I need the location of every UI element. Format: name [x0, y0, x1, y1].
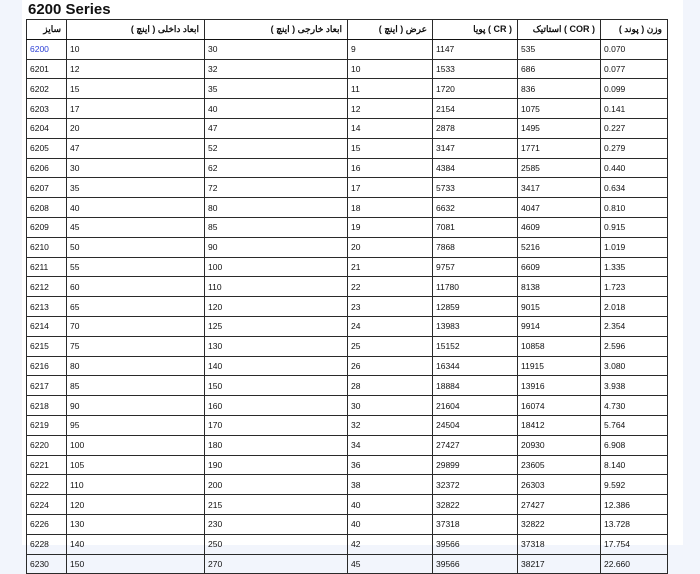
cell-width: 9: [348, 39, 433, 59]
cell-size: 6201: [27, 59, 67, 79]
cell-size: 6212: [27, 277, 67, 297]
cell-outer-diameter: 190: [205, 455, 348, 475]
cell-weight: 0.279: [601, 138, 668, 158]
table-row: [27, 118, 668, 138]
cell-outer-diameter: 125: [205, 316, 348, 336]
cell-dynamic-load-cr: 15152: [433, 336, 518, 356]
column-header-outer-diameter: ابعاد خارجی ( اینچ ): [205, 20, 348, 40]
cell-weight: 0.077: [601, 59, 668, 79]
cell-outer-diameter: 130: [205, 336, 348, 356]
cell-outer-diameter: 110: [205, 277, 348, 297]
table-row: [27, 297, 668, 317]
cell-inner-diameter: 40: [67, 198, 205, 218]
cell-static-load-cor: 9015: [518, 297, 601, 317]
table-row: [27, 356, 668, 376]
table-row: [27, 138, 668, 158]
cell-outer-diameter: 90: [205, 237, 348, 257]
table-row: [27, 336, 668, 356]
cell-static-load-cor: 8138: [518, 277, 601, 297]
cell-size: 6213: [27, 297, 67, 317]
table-row: [27, 277, 668, 297]
cell-dynamic-load-cr: 7081: [433, 217, 518, 237]
cell-inner-diameter: 150: [67, 554, 205, 574]
cell-width: 28: [348, 376, 433, 396]
cell-weight: 12.386: [601, 495, 668, 515]
cell-outer-diameter: 52: [205, 138, 348, 158]
cell-outer-diameter: 120: [205, 297, 348, 317]
cell-static-load-cor: 535: [518, 39, 601, 59]
cell-size: 6205: [27, 138, 67, 158]
cell-size: 6208: [27, 198, 67, 218]
cell-dynamic-load-cr: 2154: [433, 99, 518, 119]
cell-outer-diameter: 47: [205, 118, 348, 138]
cell-dynamic-load-cr: 11780: [433, 277, 518, 297]
cell-outer-diameter: 200: [205, 475, 348, 495]
cell-outer-diameter: 72: [205, 178, 348, 198]
cell-weight: 3.938: [601, 376, 668, 396]
cell-static-load-cor: 5216: [518, 237, 601, 257]
cell-weight: 0.099: [601, 79, 668, 99]
cell-inner-diameter: 12: [67, 59, 205, 79]
cell-static-load-cor: 32822: [518, 514, 601, 534]
table-row: [27, 455, 668, 475]
bearing-spec-table: [26, 19, 668, 574]
cell-size: 6207: [27, 178, 67, 198]
table-row: [27, 396, 668, 416]
table-row: [27, 534, 668, 554]
cell-inner-diameter: 70: [67, 316, 205, 336]
cell-size: 6221: [27, 455, 67, 475]
cell-weight: 9.592: [601, 475, 668, 495]
cell-width: 22: [348, 277, 433, 297]
cell-inner-diameter: 120: [67, 495, 205, 515]
cell-dynamic-load-cr: 5733: [433, 178, 518, 198]
column-header-dynamic-load-cr: پویا ( CR ): [433, 20, 518, 40]
table-row: [27, 99, 668, 119]
cell-static-load-cor: 13916: [518, 376, 601, 396]
cell-weight: 1.335: [601, 257, 668, 277]
cell-static-load-cor: 1771: [518, 138, 601, 158]
cell-static-load-cor: 3417: [518, 178, 601, 198]
cell-outer-diameter: 32: [205, 59, 348, 79]
cell-dynamic-load-cr: 37318: [433, 514, 518, 534]
cell-width: 11: [348, 79, 433, 99]
cell-inner-diameter: 10: [67, 39, 205, 59]
cell-weight: 0.915: [601, 217, 668, 237]
cell-dynamic-load-cr: 1533: [433, 59, 518, 79]
cell-dynamic-load-cr: 1147: [433, 39, 518, 59]
cell-weight: 6.908: [601, 435, 668, 455]
cell-inner-diameter: 110: [67, 475, 205, 495]
cell-size: 6204: [27, 118, 67, 138]
cell-static-load-cor: 836: [518, 79, 601, 99]
cell-dynamic-load-cr: 18884: [433, 376, 518, 396]
cell-static-load-cor: 16074: [518, 396, 601, 416]
cell-width: 17: [348, 178, 433, 198]
cell-static-load-cor: 4047: [518, 198, 601, 218]
cell-static-load-cor: 4609: [518, 217, 601, 237]
table-row: [27, 554, 668, 574]
cell-weight: 5.764: [601, 415, 668, 435]
cell-size: 6224: [27, 495, 67, 515]
cell-dynamic-load-cr: 24504: [433, 415, 518, 435]
cell-dynamic-load-cr: 32822: [433, 495, 518, 515]
cell-static-load-cor: 26303: [518, 475, 601, 495]
table-row: [27, 316, 668, 336]
cell-size: 6210: [27, 237, 67, 257]
cell-static-load-cor: 9914: [518, 316, 601, 336]
cell-outer-diameter: 35: [205, 79, 348, 99]
cell-weight: 8.140: [601, 455, 668, 475]
cell-width: 14: [348, 118, 433, 138]
cell-static-load-cor: 11915: [518, 356, 601, 376]
column-header-inner-diameter: ابعاد داخلی ( اینچ ): [67, 20, 205, 40]
cell-dynamic-load-cr: 4384: [433, 158, 518, 178]
cell-static-load-cor: 37318: [518, 534, 601, 554]
cell-weight: 0.141: [601, 99, 668, 119]
cell-static-load-cor: 10858: [518, 336, 601, 356]
cell-size: 6228: [27, 534, 67, 554]
cell-weight: 0.227: [601, 118, 668, 138]
cell-weight: 1.723: [601, 277, 668, 297]
cell-inner-diameter: 90: [67, 396, 205, 416]
cell-size: 6214: [27, 316, 67, 336]
cell-inner-diameter: 15: [67, 79, 205, 99]
cell-size: 6202: [27, 79, 67, 99]
cell-weight: 0.810: [601, 198, 668, 218]
cell-static-load-cor: 1495: [518, 118, 601, 138]
cell-inner-diameter: 105: [67, 455, 205, 475]
cell-dynamic-load-cr: 1720: [433, 79, 518, 99]
cell-inner-diameter: 47: [67, 138, 205, 158]
cell-width: 21: [348, 257, 433, 277]
cell-static-load-cor: 38217: [518, 554, 601, 574]
cell-size: 6219: [27, 415, 67, 435]
size-link[interactable]: 6200: [27, 39, 67, 59]
cell-dynamic-load-cr: 6632: [433, 198, 518, 218]
cell-static-load-cor: 20930: [518, 435, 601, 455]
table-header-row: [27, 20, 668, 40]
cell-size: 6215: [27, 336, 67, 356]
cell-width: 40: [348, 495, 433, 515]
cell-inner-diameter: 65: [67, 297, 205, 317]
table-row: [27, 257, 668, 277]
cell-dynamic-load-cr: 39566: [433, 534, 518, 554]
cell-size: 6230: [27, 554, 67, 574]
cell-width: 30: [348, 396, 433, 416]
table-row: [27, 475, 668, 495]
cell-width: 38: [348, 475, 433, 495]
cell-width: 34: [348, 435, 433, 455]
cell-dynamic-load-cr: 21604: [433, 396, 518, 416]
cell-width: 15: [348, 138, 433, 158]
cell-width: 45: [348, 554, 433, 574]
cell-inner-diameter: 80: [67, 356, 205, 376]
cell-inner-diameter: 30: [67, 158, 205, 178]
cell-weight: 3.080: [601, 356, 668, 376]
cell-weight: 13.728: [601, 514, 668, 534]
cell-static-load-cor: 27427: [518, 495, 601, 515]
cell-dynamic-load-cr: 32372: [433, 475, 518, 495]
cell-size: 6206: [27, 158, 67, 178]
cell-static-load-cor: 18412: [518, 415, 601, 435]
cell-static-load-cor: 1075: [518, 99, 601, 119]
cell-inner-diameter: 17: [67, 99, 205, 119]
cell-inner-diameter: 100: [67, 435, 205, 455]
table-row: [27, 237, 668, 257]
cell-width: 26: [348, 356, 433, 376]
cell-size: 6217: [27, 376, 67, 396]
cell-dynamic-load-cr: 9757: [433, 257, 518, 277]
table-row: [27, 415, 668, 435]
cell-inner-diameter: 50: [67, 237, 205, 257]
column-header-size: سایز: [27, 20, 67, 40]
cell-width: 32: [348, 415, 433, 435]
cell-weight: 0.440: [601, 158, 668, 178]
cell-dynamic-load-cr: 29899: [433, 455, 518, 475]
cell-static-load-cor: 2585: [518, 158, 601, 178]
cell-weight: 0.070: [601, 39, 668, 59]
cell-width: 25: [348, 336, 433, 356]
cell-outer-diameter: 160: [205, 396, 348, 416]
cell-width: 36: [348, 455, 433, 475]
cell-outer-diameter: 170: [205, 415, 348, 435]
cell-weight: 2.018: [601, 297, 668, 317]
cell-inner-diameter: 45: [67, 217, 205, 237]
cell-outer-diameter: 85: [205, 217, 348, 237]
table-row: [27, 198, 668, 218]
cell-size: 6203: [27, 99, 67, 119]
table-row: [27, 39, 668, 59]
cell-outer-diameter: 250: [205, 534, 348, 554]
cell-static-load-cor: 6609: [518, 257, 601, 277]
cell-outer-diameter: 150: [205, 376, 348, 396]
cell-dynamic-load-cr: 2878: [433, 118, 518, 138]
cell-weight: 17.754: [601, 534, 668, 554]
cell-outer-diameter: 80: [205, 198, 348, 218]
cell-size: 6211: [27, 257, 67, 277]
cell-size: 6216: [27, 356, 67, 376]
column-header-width: عرض ( اینچ ): [348, 20, 433, 40]
cell-weight: 4.730: [601, 396, 668, 416]
cell-dynamic-load-cr: 39566: [433, 554, 518, 574]
cell-size: 6218: [27, 396, 67, 416]
cell-outer-diameter: 230: [205, 514, 348, 534]
cell-width: 12: [348, 99, 433, 119]
cell-size: 6220: [27, 435, 67, 455]
cell-size: 6209: [27, 217, 67, 237]
cell-outer-diameter: 215: [205, 495, 348, 515]
cell-weight: 1.019: [601, 237, 668, 257]
cell-size: 6226: [27, 514, 67, 534]
cell-width: 19: [348, 217, 433, 237]
cell-outer-diameter: 140: [205, 356, 348, 376]
cell-dynamic-load-cr: 12859: [433, 297, 518, 317]
cell-inner-diameter: 140: [67, 534, 205, 554]
cell-weight: 2.596: [601, 336, 668, 356]
table-row: [27, 514, 668, 534]
table-row: [27, 158, 668, 178]
cell-width: 20: [348, 237, 433, 257]
table-row: [27, 217, 668, 237]
cell-weight: 2.354: [601, 316, 668, 336]
cell-inner-diameter: 35: [67, 178, 205, 198]
cell-size: 6222: [27, 475, 67, 495]
cell-dynamic-load-cr: 16344: [433, 356, 518, 376]
table-row: [27, 435, 668, 455]
cell-outer-diameter: 40: [205, 99, 348, 119]
cell-outer-diameter: 62: [205, 158, 348, 178]
cell-dynamic-load-cr: 7868: [433, 237, 518, 257]
cell-inner-diameter: 75: [67, 336, 205, 356]
cell-inner-diameter: 55: [67, 257, 205, 277]
cell-outer-diameter: 30: [205, 39, 348, 59]
cell-inner-diameter: 130: [67, 514, 205, 534]
cell-dynamic-load-cr: 13983: [433, 316, 518, 336]
cell-width: 42: [348, 534, 433, 554]
cell-static-load-cor: 686: [518, 59, 601, 79]
cell-width: 18: [348, 198, 433, 218]
cell-width: 10: [348, 59, 433, 79]
cell-inner-diameter: 20: [67, 118, 205, 138]
table-row: [27, 495, 668, 515]
cell-static-load-cor: 23605: [518, 455, 601, 475]
table-row: [27, 178, 668, 198]
cell-width: 24: [348, 316, 433, 336]
cell-inner-diameter: 60: [67, 277, 205, 297]
cell-width: 40: [348, 514, 433, 534]
cell-outer-diameter: 180: [205, 435, 348, 455]
cell-inner-diameter: 85: [67, 376, 205, 396]
cell-dynamic-load-cr: 27427: [433, 435, 518, 455]
column-header-static-load-cor: استاتیک ( COR ): [518, 20, 601, 40]
cell-weight: 0.634: [601, 178, 668, 198]
cell-width: 16: [348, 158, 433, 178]
cell-outer-diameter: 100: [205, 257, 348, 277]
cell-inner-diameter: 95: [67, 415, 205, 435]
table-row: [27, 59, 668, 79]
table-row: [27, 376, 668, 396]
cell-width: 23: [348, 297, 433, 317]
cell-outer-diameter: 270: [205, 554, 348, 574]
page-title: 6200 Series: [28, 1, 111, 18]
cell-weight: 22.660: [601, 554, 668, 574]
table-row: [27, 79, 668, 99]
page: [22, 0, 683, 569]
column-header-weight: وزن ( پوند ): [601, 20, 668, 40]
cell-dynamic-load-cr: 3147: [433, 138, 518, 158]
